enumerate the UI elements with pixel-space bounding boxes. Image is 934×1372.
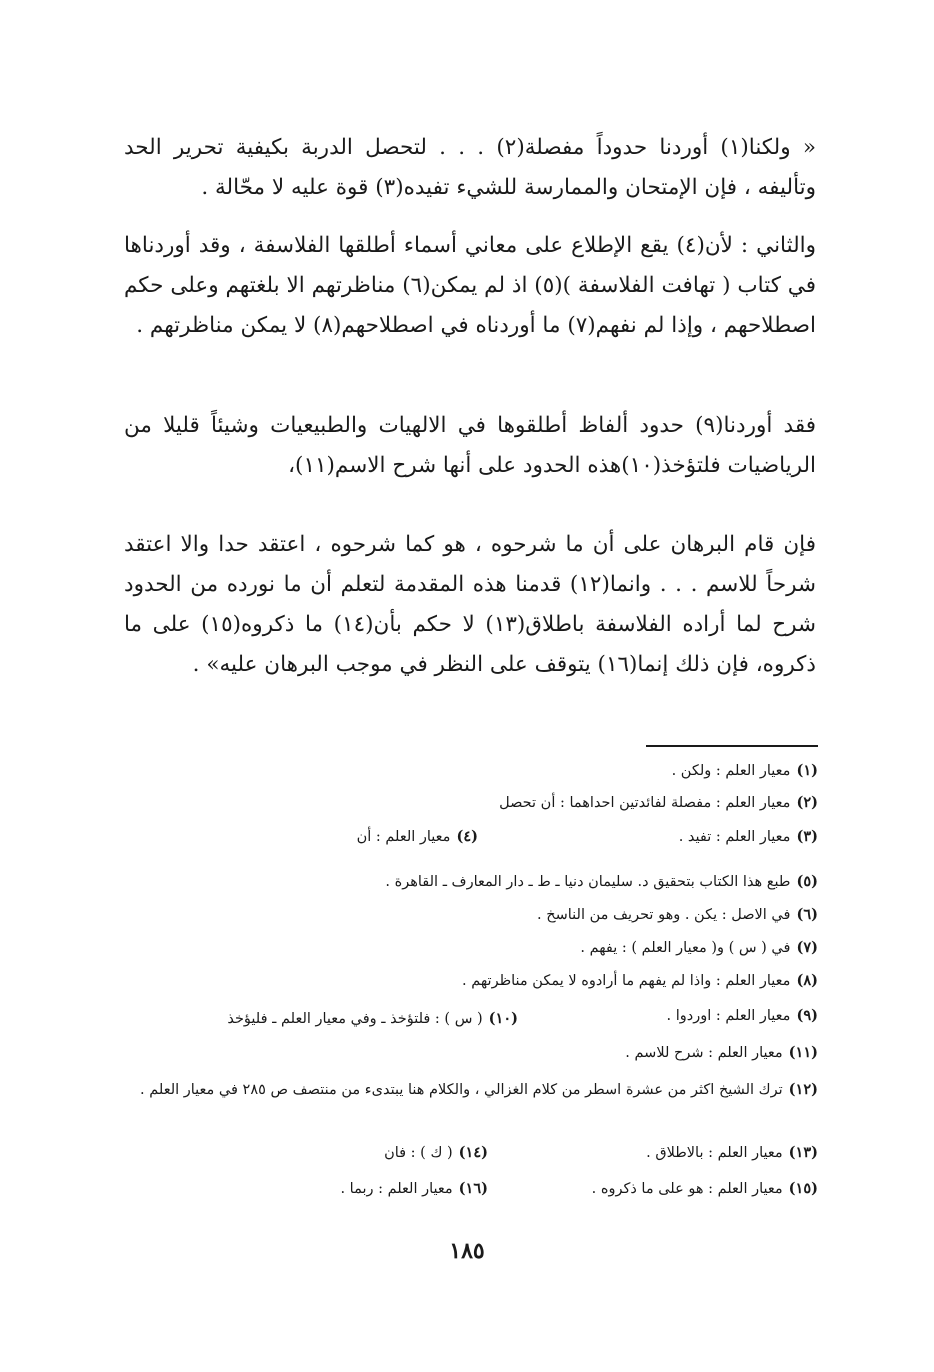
footnote-number: (٥) — [796, 873, 818, 890]
footnote-6 — [537, 904, 818, 926]
footnote-number: (١٦) — [458, 1180, 488, 1197]
footnote-text: معيار العلم : هو على ما ذكروه . — [591, 1181, 783, 1197]
footnote-number: (٩) — [796, 1007, 818, 1024]
footnote-text: معيار العلم : شرح للاسم . — [625, 1045, 783, 1061]
footnote-text: معيار العلم : مفصلة لفائدتين احداهما : أن تحصل — [499, 795, 791, 811]
footnote-14 — [384, 1142, 488, 1164]
footnote-text: معيار العلم : أن — [356, 829, 451, 845]
footnote-text: ( س ) : فلتؤخذ ـ وفي معيار العلم ـ فليؤخذ — [227, 1011, 483, 1027]
footnote-text: معيار العلم : ولكن . — [671, 763, 791, 779]
footnote-11 — [625, 1042, 818, 1064]
footnote-number: (٤) — [456, 828, 478, 845]
footnote-number: (٦) — [796, 906, 818, 923]
footnote-number: (١٠) — [488, 1010, 518, 1027]
footnote-text: معيار العلم : ربما . — [340, 1181, 453, 1197]
footnote-number: (١) — [796, 762, 818, 779]
footnote-divider — [646, 745, 818, 747]
footnote-1 — [672, 760, 818, 782]
footnote-number: (٢) — [796, 794, 818, 811]
footnote-7 — [580, 937, 818, 959]
page-number: ١٨٥ — [449, 1238, 485, 1264]
footnote-number: (١٥) — [788, 1180, 818, 1197]
footnote-16 — [340, 1178, 488, 1200]
footnote-number: (١٣) — [788, 1144, 818, 1161]
footnote-number: (٣) — [796, 828, 818, 845]
footnote-number: (١١) — [788, 1044, 818, 1061]
footnote-text: معيار العلم : تفيد . — [678, 829, 791, 845]
footnote-number: (٧) — [796, 939, 818, 956]
footnote-5 — [385, 871, 818, 893]
footnote-text: معيار العلم : اوردوا . — [666, 1008, 791, 1024]
paragraph-2: والثاني : لأن(٤) يقع الإطلاع على معاني أسماء أطلقها الفلاسفة ، وقد أوردناها في كتاب ( تهافت الفلاسفة )(٥) اذ لم يمكن(٦) مناظرتهم الا بلغتهم وعلى حكم اصطلاحهم ، وإذا لم نفهم(٧) ما أوردناه في اصطلاحهم(٨) لا يمكن مناظرتهم . — [124, 233, 817, 338]
footnote-text: معيار العلم : بالاطلاق . — [646, 1145, 783, 1161]
footnote-2 — [499, 792, 818, 814]
footnote-4 — [357, 826, 478, 848]
footnote-8 — [462, 970, 818, 992]
footnote-text: في الاصل : يكن . وهو تحريف من الناسخ . — [537, 907, 791, 923]
footnote-3 — [679, 826, 818, 848]
paragraph-3: فقد أوردنا(٩) حدود ألفاظ أطلقوها في الالهيات والطبيعيات وشيئاً قليلا من الرياضيات فلتؤخذ(١٠)هذه الحدود على أنها شرح الاسم(١١)، — [124, 413, 816, 478]
footnote-text: معيار العلم : واذا لم يفهم ما أرادوه لا يمكن مناظرتهم . — [462, 973, 791, 989]
footnote-9 — [667, 1005, 818, 1027]
footnote-text: ( ك ) : فان — [384, 1145, 453, 1161]
footnote-number: (١٢) — [788, 1081, 818, 1098]
footnote-13 — [646, 1142, 818, 1164]
footnote-number: (٨) — [796, 972, 818, 989]
footnote-number: (١٤) — [458, 1144, 488, 1161]
footnote-15 — [592, 1178, 818, 1200]
footnote-10 — [227, 1008, 518, 1030]
paragraph-4: فإن قام البرهان على أن ما شرحوه ، هو كما شرحوه ، اعتقد حدا والا اعتقد شرحاً للاسم . . . وانما(١٢) قدمنا هذه المقدمة لتعلم أن ما نورده من الحدود شرح لما أراده الفلاسفة باطلاق(١٣) لا حكم بأن(١٤) ما ذكروه(١٥) على ما ذكروه، فإن ذلك إنما(١٦) يتوقف على النظر في موجب البرهان عليه» . — [124, 532, 816, 677]
footnote-text: طبع هذا الكتاب بتحقيق د. سليمان دنيا ـ ط ـ دار المعارف ـ القاهرة . — [385, 874, 791, 890]
paragraph-1: « ولكنا(١) أوردنا حدوداً مفصلة(٢) . . . لتحصل الدربة بكيفية تحرير الحد وتأليفه ، فإن الإمتحان والممارسة للشيء تفيده(٣) قوة عليه لا محّالة . — [124, 135, 816, 200]
footnote-text: في ( س ) و( معيار العلم ) : يفهم . — [580, 940, 791, 956]
footnote-text: ترك الشيخ اكثر من عشرة اسطر من كلام الغزالي ، والكلام هنا يبتدىء من منتصف ص ٢٨٥ في معيار العلم . — [140, 1082, 783, 1098]
footnote-12 — [124, 1074, 818, 1106]
